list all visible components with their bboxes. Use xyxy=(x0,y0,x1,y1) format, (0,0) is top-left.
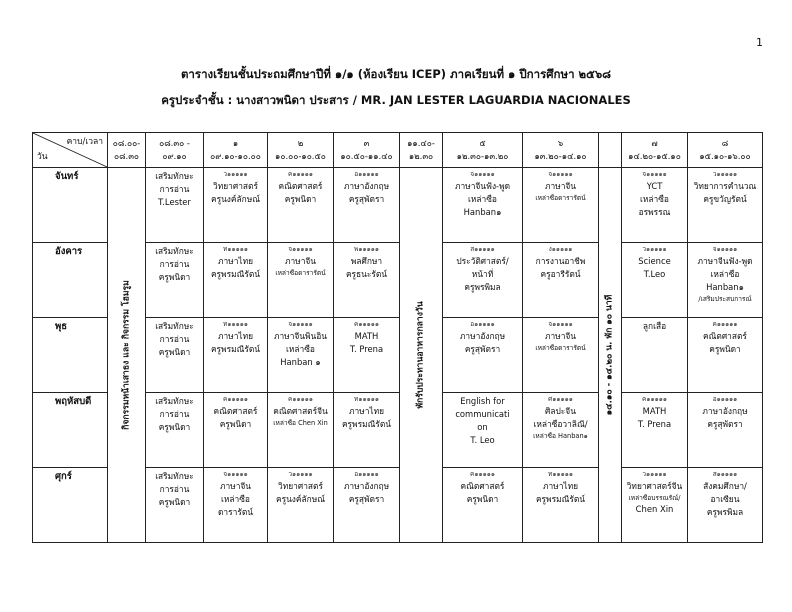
subject-cell xyxy=(523,468,599,543)
subject-detail: ครูพนิดา xyxy=(158,347,191,358)
period-number: ๐๘.๓๐ - xyxy=(159,137,190,148)
subject-code: ว๑๑๑๑๑ xyxy=(223,170,248,178)
subject-cell xyxy=(443,468,523,543)
subject-detail: T. Prena xyxy=(637,418,672,429)
subject-code: ค๑๑๑๑๑ xyxy=(642,395,667,403)
subject-code: ส๑๑๑๑๑ xyxy=(712,470,738,478)
timetable-body xyxy=(33,133,763,543)
timetable-header-row xyxy=(33,133,763,168)
day-row xyxy=(33,168,763,243)
subject-detail: การอ่าน xyxy=(159,484,190,495)
subject-name: คณิตศาสตร์ xyxy=(460,480,505,491)
subject-cell xyxy=(334,318,400,393)
subject-detail: ครูพนิดา xyxy=(158,497,191,508)
subject-detail: เหล่าซือวาลิณี/ xyxy=(533,418,588,429)
subject-cell xyxy=(622,318,688,393)
subject-detail: ครูนงค์ลักษณ์ xyxy=(275,493,325,504)
period-time: ๑๔.๒๐-๑๕.๑๐ xyxy=(628,151,681,161)
subject-detail: ครูพรมณีรัตน์ xyxy=(210,268,261,279)
subject-detail: ครูพนิดา xyxy=(709,343,741,354)
subject-cell xyxy=(523,318,599,393)
subject-name: คณิตศาสตร์ xyxy=(278,180,323,191)
subject-code: ง๑๑๑๑๑ xyxy=(548,245,573,253)
subject-cell xyxy=(688,468,763,543)
subject-cell xyxy=(523,243,599,318)
period-time: ๐๙.๑๐-๑๐.๐๐ xyxy=(210,151,261,161)
subject-detail: เหล่าซือดารารัตน์ xyxy=(275,268,326,277)
day-name: จันทร์ xyxy=(33,168,108,243)
subject-detail: ครูพนิดา xyxy=(158,272,191,283)
subject-cell xyxy=(204,393,268,468)
subject-cell xyxy=(443,318,523,393)
subject-cell xyxy=(443,393,523,468)
subject-cell xyxy=(146,318,204,393)
subject-detail: communicati xyxy=(455,409,510,420)
subject-cell xyxy=(146,468,204,543)
subject-code: จ๑๑๑๑๑ xyxy=(470,170,495,178)
subject-name: วิทยาศาสตร์ xyxy=(278,480,323,491)
period-number: ๑๑.๔๐- xyxy=(407,137,435,148)
subject-detail: Hanban๑ xyxy=(463,206,502,217)
subject-code: ว๑๑๑๑๑ xyxy=(712,170,738,178)
page-number: 1 xyxy=(756,36,763,49)
subject-name: ภาษาไทย xyxy=(217,255,254,266)
subject-detail: อาเซียน xyxy=(710,493,740,504)
day-label: วัน xyxy=(37,151,48,162)
subject-name: คณิตศาสตร์จีน xyxy=(273,405,328,416)
subject-name: เสริมทักษะ xyxy=(155,246,194,256)
subject-detail: ครูสุพัตรา xyxy=(464,343,501,354)
subject-cell xyxy=(688,318,763,393)
subject-cell xyxy=(204,243,268,318)
subject-cell xyxy=(334,243,400,318)
subject-detail: หน้าที่ xyxy=(471,268,494,279)
day-name: อังคาร xyxy=(33,243,108,318)
subject-detail: การอ่าน xyxy=(159,259,190,270)
subject-detail: ครูพนิดา xyxy=(466,493,499,504)
subject-detail: เหล่าซือ xyxy=(221,493,250,504)
subject-detail: ครูสุพัตรา xyxy=(348,193,385,204)
period-number: ๖ xyxy=(557,137,564,148)
period-header-cell xyxy=(622,133,688,168)
subject-name: ภาษาไทย xyxy=(348,405,385,416)
subject-cell xyxy=(204,318,268,393)
subject-detail: ครูพนิดา xyxy=(158,422,191,433)
day-name: พฤหัสบดี xyxy=(33,393,108,468)
subject-code: อ๑๑๑๑๑ xyxy=(470,320,495,328)
subject-detail: Hanban ๑ xyxy=(280,356,321,367)
subject-cell xyxy=(523,168,599,243)
period-number: ๗ xyxy=(651,137,658,148)
subject-code: ค๑๑๑๑๑ xyxy=(354,320,379,328)
subject-detail: เหล่าซือ Hanban๑ xyxy=(533,431,588,440)
subject-name: เสริมทักษะ xyxy=(155,171,194,181)
vertical-label: กิจกรรมหน้าเสาธง และ กิจกรรม โฮมรูม xyxy=(120,280,131,430)
subject-code: ค๑๑๑๑๑ xyxy=(288,170,313,178)
document-title: ตารางเรียนชั้นประถมศึกษาปีที่ ๑/๑ (ห้องเรียน ICEP) ภาคเรียนที่ ๑ ปีการศึกษา ๒๕๖๘ xyxy=(180,67,612,81)
subject-detail: on xyxy=(477,422,488,433)
subject-code: ค๑๑๑๑๑ xyxy=(712,320,738,328)
period-header-cell xyxy=(268,133,334,168)
subject-cell xyxy=(334,168,400,243)
lunch-break-cell xyxy=(400,168,443,543)
subject-code: ท๑๑๑๑๑ xyxy=(223,320,248,328)
homeroom-activity-cell xyxy=(108,168,146,543)
subject-code: ว๑๑๑๑๑ xyxy=(642,245,667,253)
subject-code: ศ๑๑๑๑๑ xyxy=(548,395,573,403)
subject-name: MATH xyxy=(642,405,667,416)
subject-code: อ๑๑๑๑๑ xyxy=(712,395,738,403)
subject-code: อ๑๑๑๑๑ xyxy=(354,170,379,178)
subject-detail: T.Leo xyxy=(643,268,666,279)
period-header-cell xyxy=(523,133,599,168)
timetable xyxy=(32,132,763,543)
subject-name: วิทยาศาสตร์ xyxy=(213,180,258,191)
short-break-cell xyxy=(599,168,622,543)
subject-name: Science xyxy=(638,255,671,266)
subject-name: ภาษาไทย xyxy=(217,330,254,341)
subject-detail: การอ่าน xyxy=(159,409,190,420)
subject-name: ภาษาจีน xyxy=(544,180,577,191)
subject-name: ภาษาจีน xyxy=(284,255,317,266)
subject-code: จ๑๑๑๑๑ xyxy=(712,245,738,253)
subject-name: ลูกเสือ xyxy=(642,321,667,331)
subject-detail: ครูพรมณีรัตน์ xyxy=(535,493,586,504)
vertical-label: ๑๔.๑๐ - ๑๔.๒๐ น. พัก ๑๐ นาที xyxy=(604,294,615,416)
subject-code: ค๑๑๑๑๑ xyxy=(223,395,248,403)
subject-name: สังคมศึกษา/ xyxy=(703,480,747,491)
subject-cell xyxy=(443,243,523,318)
period-time: ๐๘.๓๐ xyxy=(113,151,140,161)
subject-name: คณิตศาสตร์ xyxy=(213,405,258,416)
subject-cell xyxy=(204,168,268,243)
subject-name: ศิลปะจีน xyxy=(545,405,576,416)
day-name: ศุกร์ xyxy=(33,468,108,543)
subject-code: จ๑๑๑๑๑ xyxy=(288,320,313,328)
subject-cell xyxy=(268,318,334,393)
subject-detail: การอ่าน xyxy=(159,334,190,345)
period-number: ๑ xyxy=(232,137,239,148)
subject-detail: ครูพรพิมล xyxy=(706,506,744,517)
subject-code: ค๑๑๑๑๑ xyxy=(288,395,313,403)
subject-cell xyxy=(268,393,334,468)
subject-cell xyxy=(334,393,400,468)
subject-detail: เหล่าซือ Chen Xin xyxy=(273,418,328,427)
subject-code: ส๑๑๑๑๑ xyxy=(470,245,495,253)
subject-detail: ครูพนิดา xyxy=(219,418,252,429)
subject-name: วิทยาศาสตร์จีน xyxy=(626,480,683,491)
subject-cell xyxy=(204,468,268,543)
subject-code: ค๑๑๑๑๑ xyxy=(470,470,495,478)
subject-detail: /เสริมประสบการณ์ xyxy=(698,294,752,303)
subject-code: จ๑๑๑๑๑ xyxy=(548,170,573,178)
subject-cell xyxy=(688,168,763,243)
period-header-cell xyxy=(146,133,204,168)
subject-name: วิทยาการคำนวณ xyxy=(693,180,757,191)
subject-name: ภาษาอังกฤษ xyxy=(702,405,748,416)
period-header-cell xyxy=(108,133,146,168)
subject-code: พ๑๑๑๑๑ xyxy=(354,245,379,253)
period-number: ๕ xyxy=(479,137,486,148)
subject-name: English for xyxy=(460,396,505,406)
subject-detail: เหล่าซือ xyxy=(468,193,497,204)
subject-name: ภาษาไทย xyxy=(542,480,579,491)
period-number: ๐๘.๐๐- xyxy=(112,137,141,148)
subject-detail: เหล่าซือ xyxy=(640,193,669,204)
subject-detail: ครูสุพัตรา xyxy=(707,418,743,429)
subject-detail: เหล่าซือดารารัตน์ xyxy=(535,193,586,202)
subject-name: ภาษาอังกฤษ xyxy=(459,330,506,341)
subject-cell xyxy=(268,468,334,543)
subject-detail: ครูสุพัตรา xyxy=(348,493,385,504)
subject-cell xyxy=(622,168,688,243)
subject-name: ภาษาอังกฤษ xyxy=(343,480,390,491)
day-name: พุธ xyxy=(33,318,108,393)
subject-cell xyxy=(268,243,334,318)
subject-cell xyxy=(688,393,763,468)
subject-cell xyxy=(622,468,688,543)
period-header-cell xyxy=(400,133,443,168)
subject-name: ภาษาจีน xyxy=(544,330,577,341)
subject-cell xyxy=(334,468,400,543)
subject-code: จ๑๑๑๑๑ xyxy=(288,245,313,253)
period-header-cell xyxy=(688,133,763,168)
subject-code: ท๑๑๑๑๑ xyxy=(548,470,573,478)
subject-cell xyxy=(688,243,763,318)
subject-name: ภาษาจีนฟัง-พูด xyxy=(454,180,511,191)
subject-detail: ดารารัตน์ xyxy=(217,506,253,517)
subject-cell xyxy=(523,393,599,468)
subject-name: ภาษาจีนฟัง-พูด xyxy=(697,255,753,266)
period-time: ๑๒.๓๐-๑๓.๒๐ xyxy=(456,151,509,161)
subject-detail: ครูพรมณีรัตน์ xyxy=(341,418,392,429)
subject-detail: เหล่าซือบรรณรัณ์/ xyxy=(628,493,681,502)
period-header-cell xyxy=(204,133,268,168)
period-time: ๐๙.๑๐ xyxy=(162,151,187,161)
period-time-label: คาบ/เวลา xyxy=(66,137,103,147)
subject-name: พลศึกษา xyxy=(350,255,383,266)
subject-cell xyxy=(443,168,523,243)
subject-detail: เหล่าซือดารารัตน์ xyxy=(535,343,586,352)
subject-code: ว๑๑๑๑๑ xyxy=(288,470,313,478)
period-number: ๘ xyxy=(721,137,729,148)
period-number: ๒ xyxy=(297,137,304,148)
subject-code: ว๑๑๑๑๑ xyxy=(642,470,667,478)
subject-cell xyxy=(268,168,334,243)
period-number: ๓ xyxy=(363,137,370,148)
subject-code: จ๑๑๑๑๑ xyxy=(642,170,667,178)
subject-detail: อรพรรณ xyxy=(638,206,671,217)
subject-name: เสริมทักษะ xyxy=(155,321,194,331)
subject-cell xyxy=(146,168,204,243)
subject-detail: การอ่าน xyxy=(159,184,190,195)
subject-code: จ๑๑๑๑๑ xyxy=(548,320,573,328)
subject-detail: ครูพรมณีรัตน์ xyxy=(210,343,261,354)
subject-name: คณิตศาสตร์ xyxy=(703,330,747,341)
period-header-cell xyxy=(599,133,622,168)
subject-name: MATH xyxy=(354,330,379,341)
subject-code: ท๑๑๑๑๑ xyxy=(223,245,248,253)
subject-detail: เหล่าซือ xyxy=(710,268,740,279)
subject-name: YCT xyxy=(646,180,663,191)
subject-detail: ครูธนะรัตน์ xyxy=(345,268,388,279)
period-time: ๑๐.๐๐-๑๐.๕๐ xyxy=(275,151,326,161)
period-time: ๑๒.๓๐ xyxy=(408,151,434,161)
subject-detail: T.Lester xyxy=(158,197,191,208)
vertical-label: พักรับประทานอาหารกลางวัน xyxy=(415,301,426,409)
subject-code: จ๑๑๑๑๑ xyxy=(223,470,248,478)
subject-detail: ครูนงค์ลักษณ์ xyxy=(210,193,260,204)
period-header-cell xyxy=(334,133,400,168)
subject-cell xyxy=(622,393,688,468)
period-time: ๑๕.๑๐-๑๖.๐๐ xyxy=(699,151,751,161)
subject-name: เสริมทักษะ xyxy=(155,396,194,406)
subject-detail: Chen Xin xyxy=(635,503,674,514)
subject-detail: ครูอารีรัตน์ xyxy=(540,268,581,279)
period-time: ๑๐.๕๐-๑๑.๔๐ xyxy=(340,151,393,161)
subject-detail: ครูพนิดา xyxy=(284,193,317,204)
subject-detail: เหล่าซือ xyxy=(286,343,315,354)
subject-name: ประวัติศาสตร์/ xyxy=(456,255,509,266)
subject-name: เสริมทักษะ xyxy=(155,471,194,481)
subject-detail: T. Leo xyxy=(470,435,495,446)
subject-code: ท๑๑๑๑๑ xyxy=(354,395,379,403)
subject-name: ภาษาจีนพินอิน xyxy=(273,330,328,341)
subject-cell xyxy=(622,243,688,318)
subject-code: อ๑๑๑๑๑ xyxy=(354,470,379,478)
subject-detail: Hanban๑ xyxy=(706,281,744,292)
subject-cell xyxy=(146,243,204,318)
subject-name: ภาษาอังกฤษ xyxy=(343,180,390,191)
subject-detail: ครูพรพิมล xyxy=(464,281,501,292)
period-day-corner-cell xyxy=(33,133,108,168)
period-time: ๑๓.๒๐-๑๔.๑๐ xyxy=(534,151,587,161)
subject-detail: T. Prena xyxy=(349,343,384,354)
subject-name: การงานอาชีพ xyxy=(535,255,586,266)
subject-name: ภาษาจีน xyxy=(219,480,252,491)
period-header-cell xyxy=(443,133,523,168)
homeroom-teacher-line: ครูประจำชั้น : นางสาวพนิดา ประสาร / MR. JAN LESTER LAGUARDIA NACIONALES xyxy=(161,93,631,107)
subject-detail: ครูขวัญรัตน์ xyxy=(703,193,747,204)
subject-cell xyxy=(146,393,204,468)
